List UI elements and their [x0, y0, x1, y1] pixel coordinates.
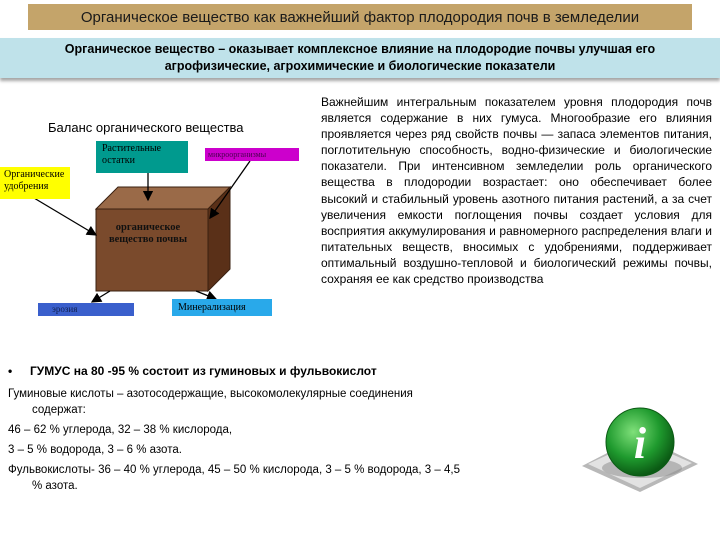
fulvic-acids-text: Фульвокислоты- 36 – 40 % углерода, 45 – 50 % кислорода, 3 – 5 % водорода, 3 – 4,5 % азота.	[8, 464, 460, 492]
microorganisms-box: микроорганизмы	[205, 148, 299, 161]
humus-section	[8, 364, 468, 498]
mineralization-box: Минерализация	[172, 299, 272, 316]
organic-fertilizers-box: Органические удобрения	[0, 167, 70, 199]
humic-acids-text: Гуминовые кислоты – азотосодержащие, высокомолекулярные соединения содержат:	[8, 388, 413, 416]
info-glyph: i	[633, 419, 647, 468]
plant-residues-box: Растительные остатки	[96, 141, 188, 173]
cube-label: органическое вещество почвы	[108, 222, 188, 245]
diagram-title: Баланс органического вещества	[48, 120, 244, 135]
humic-composition-2: 3 – 5 % водорода, 3 – 6 % азота.	[8, 444, 182, 456]
description-text: Важнейшим интегральным показателем уровня плодородия почв является содержание в них гумуса. Многообразие его влияния проявляется через ряд свойств почвы — запаса элементов питания, поглотительную способность, водно-физические и биологические показатели. При интенсивном земледелии роль органического вещества в плодородии возрастает: оно обеспечивает более высокий и стабильный уровень азотного питания растений, а за счет увеличения емкости поглощения почвы создает условия для восприятия аккумулирования и равномерного распределения влаги и питательных веществ, вносимых с удобрениями, поддерживает оптимальный воздушно-тепловой и биологический режимы почвы, сохраняя ее как средство производства	[321, 95, 712, 287]
erosion-box: эрозия	[38, 303, 134, 316]
bullet-icon: •	[8, 364, 13, 378]
slide-subtitle: Органическое вещество – оказывает комплексное влияние на плодородие почвы улучшая его агрофизические, агрохимические и биологические показатели	[0, 38, 720, 78]
arrow-fertilizers	[34, 198, 96, 235]
info-icon	[582, 406, 698, 492]
humic-composition-1: 46 – 62 % углерода, 32 – 38 % кислорода,	[8, 424, 233, 436]
humus-heading-text: ГУМУС на 80 -95 % состоит из гуминовых и фульвокислот	[30, 364, 377, 378]
slide-title: Органическое вещество как важнейший фактор плодородия почв в земледелии	[28, 4, 692, 30]
arrow-erosion	[92, 291, 110, 302]
arrow-mineralization	[196, 291, 216, 299]
humus-heading	[8, 364, 468, 378]
